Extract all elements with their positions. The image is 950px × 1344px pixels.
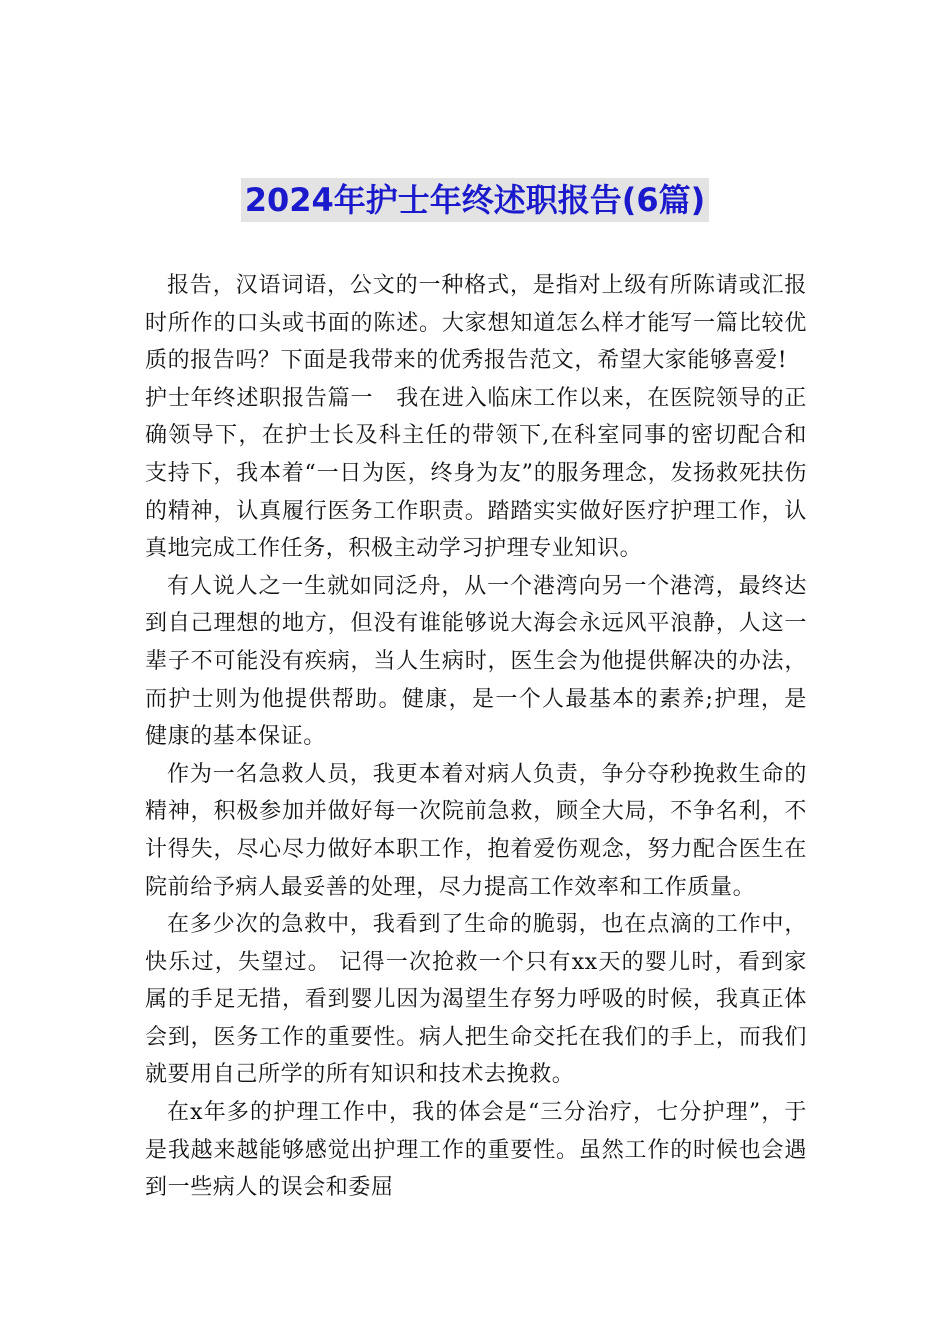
title-container <box>0 178 950 222</box>
paragraph: 作为一名急救人员，我更本着对病人负责，争分夺秒挽救生命的精神，积极参加并做好每一次院前急救，顾全大局，不争名利，不计得失，尽心尽力做好本职工作，抱着爱伤观念，努力配合医生在院前给予病人最妥善的处理，尽力提高工作效率和工作质量。 <box>145 761 807 900</box>
paragraph: 在多少次的急救中，我看到了生命的脆弱，也在点滴的工作中，快乐过，失望过。 记得一次抢救一个只有xx天的婴儿时，看到家属的手足无措，看到婴儿因为渴望生存努力呼吸的时候，我真正体会到，医务工作的重要性。病人把生命交托在我们的手上，而我们就要用自己所学的所有知识和技术去挽救。 <box>145 912 807 1088</box>
paragraph-section-one: 护士年终述职报告篇一 我在进入临床工作以来，在医院领导的正确领导下，在护士长及科主任的带领下,在科室同事的密切配合和支持下，我本着“一日为医，终身为友”的服务理念，发扬救死扶伤的精神，认真履行医务工作职责。踏踏实实做好医疗护理工作，认真地完成工作任务，积极主动学习护理专业知识。 <box>145 385 807 562</box>
paragraph: 在x年多的护理工作中，我的体会是“三分治疗，七分护理”，于是我越来越能够感觉出护理工作的重要性。虽然工作的时候也会遇到一些病人的误会和委屈 <box>145 1100 807 1201</box>
document-title: 2024年护士年终述职报告(6篇) <box>241 178 710 222</box>
document-body <box>145 267 807 1207</box>
paragraph: 有人说人之一生就如同泛舟，从一个港湾向另一个港湾，最终达到自己理想的地方，但没有谁能够说大海会永远风平浪静，人这一辈子不可能没有疾病，当人生病时，医生会为他提供解决的办法，而护士则为他提供帮助。健康，是一个人最基本的素养;护理，是健康的基本保证。 <box>145 573 807 750</box>
paragraph-intro: 报告，汉语词语，公文的一种格式，是指对上级有所陈请或汇报时所作的口头或书面的陈述。大家想知道怎么样才能写一篇比较优质的报告吗？下面是我带来的优秀报告范文，希望大家能够喜爱! <box>145 273 807 374</box>
